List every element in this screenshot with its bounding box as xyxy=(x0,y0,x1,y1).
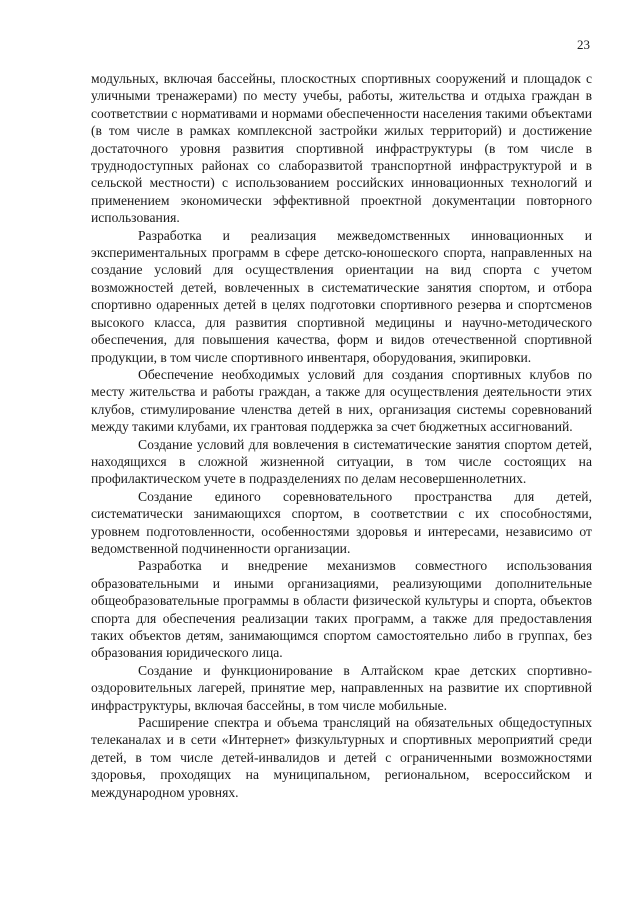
page-number: 23 xyxy=(577,37,590,52)
paragraph: Создание и функционирование в Алтайском крае детских спортивно-оздоровительных лагерей, принятие мер, направленных на развитие их спортивной инфраструктуры, включая бассейны, в том числе мобильные. xyxy=(91,662,592,713)
paragraph: Разработка и внедрение механизмов совместного использования образовательными и иными организациями, реализующими дополнительные общеобразовательные программы в области физической культуры и спорта, объектов спорта для обеспечения реализации таких программ, а также для предоставления таких объектов детям, занимающимся спортом самостоятельно либо в группах, без образования юридического лица. xyxy=(91,558,592,661)
paragraph: Создание условий для вовлечения в систематические занятия спортом детей, находящихся в сложной жизненной ситуации, в том числе состоящих на профилактическом учете в подразделениях по делам несовершеннолетних. xyxy=(91,436,592,487)
paragraph-continued: модульных, включая бассейны, плоскостных спортивных сооружений и площадок с уличными тренажерами) по месту учебы, работы, жительства и отдыха граждан в соответствии с нормативами и нормами обеспеченности населения такими объектами (в том числе в рамках комплексной застройки жилых территорий) и достижение достаточного уровня развития спортивной инфраструктуры (в том числе в труднодоступных районах со слаборазвитой транспортной инфраструктурой и в сельской местности) с использованием российских инновационных технологий и применением экономически эффективной проектной документации повторного использования. xyxy=(91,71,592,226)
paragraph: Разработка и реализация межведомственных инновационных и экспериментальных программ в сфере детско-юношеского спорта, направленных на создание условий для осуществления ориентации на вид спорта с учетом возможностей детей, вовлеченных в систематические занятия спортом, и отбора спортивно одаренных детей в целях подготовки спортивного резерва и спортсменов высокого класса, для развития спортивной медицины и научно-методического обеспечения, для повышения качества, форм и видов отечественной спортивной продукции, в том числе спортивного инвентаря, оборудования, экипировки. xyxy=(91,227,592,365)
paragraph: Расширение спектра и объема трансляций на обязательных общедоступных телеканалах и в сети «Интернет» физкультурных и спортивных мероприятий среди детей, в том числе детей-инвалидов и детей с ограниченными возможностями здоровья, проходящих на муниципальном, региональном, всероссийском и международном уровнях. xyxy=(91,715,592,800)
paragraph: Создание единого соревновательного пространства для детей, систематически занимающихся спортом, в соответствии с их способностями, уровнем подготовленности, особенностями здоровья и интересами, независимо от ведомственной подчиненности организации. xyxy=(91,488,592,556)
body-text xyxy=(91,70,592,801)
paragraph: Обеспечение необходимых условий для создания спортивных клубов по месту жительства и работы граждан, а также для осуществления деятельности этих клубов, стимулирование членства детей в них, организация системы соревнований между такими клубами, их грантовая поддержка за счет бюджетных ассигнований. xyxy=(91,366,592,435)
